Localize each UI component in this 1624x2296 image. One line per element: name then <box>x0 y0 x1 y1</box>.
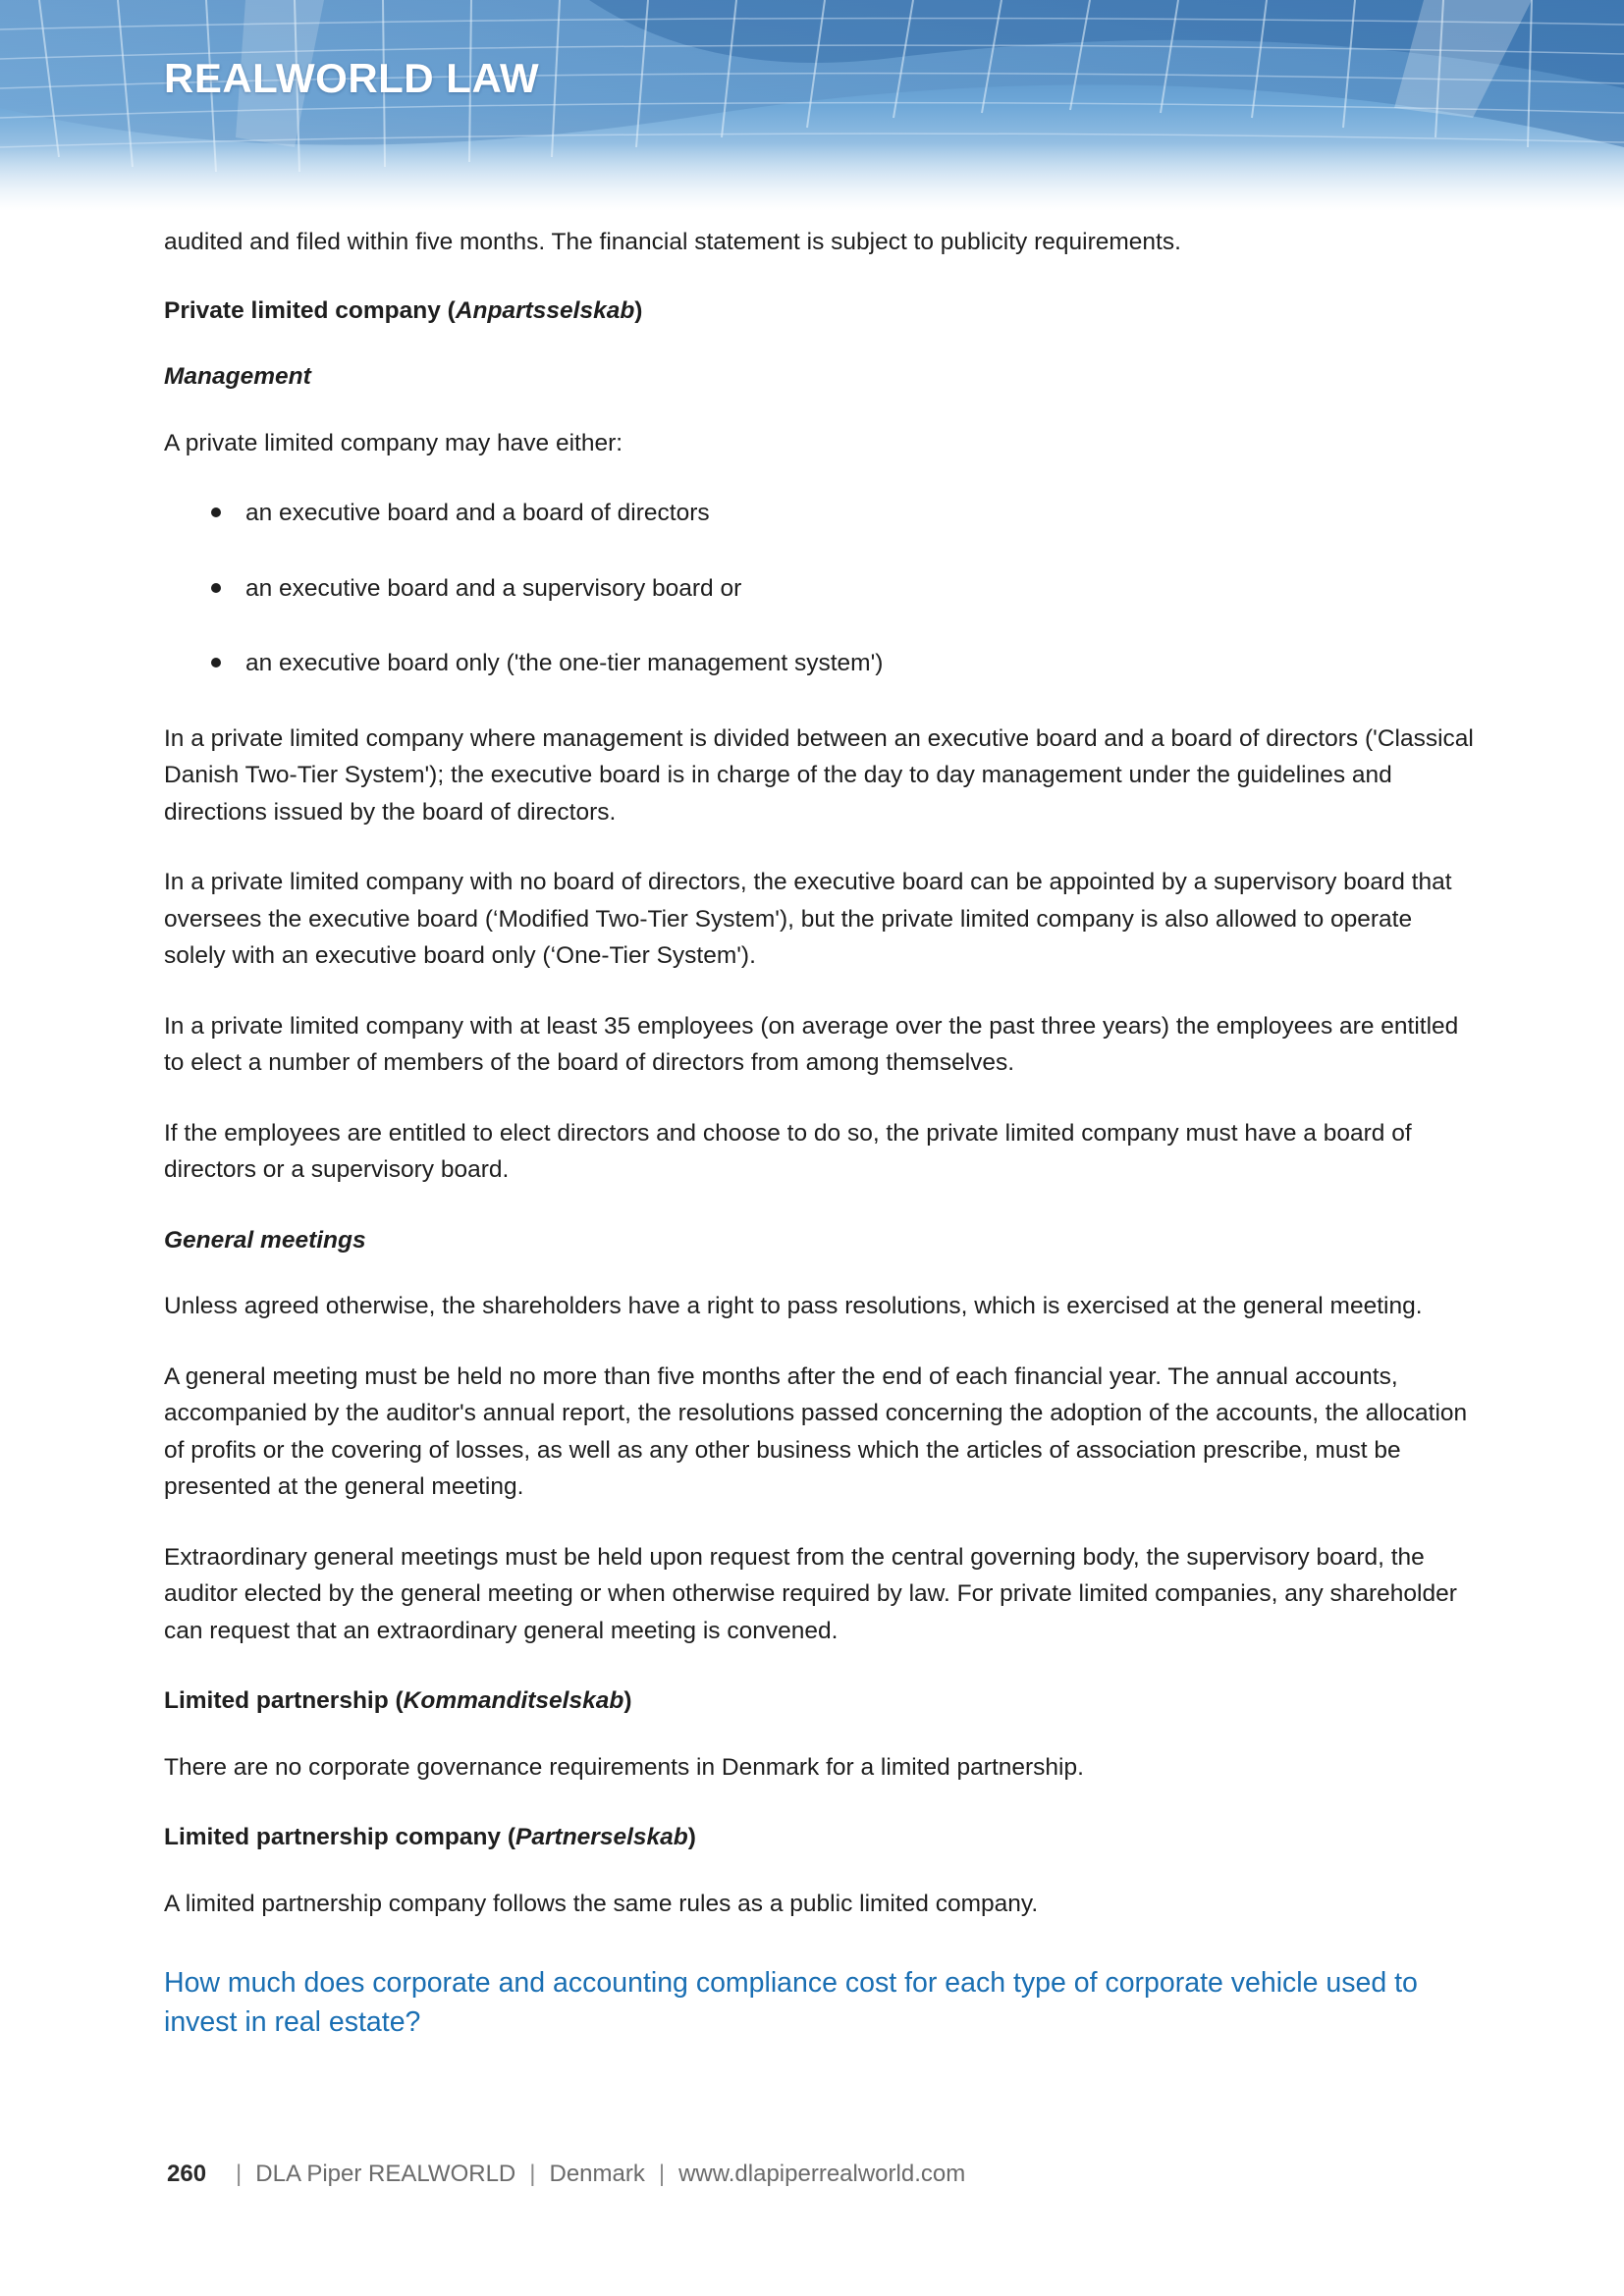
page-number: 260 <box>167 2161 207 2187</box>
heading-text: ) <box>623 1687 632 1714</box>
heading-limited-partnership <box>164 1682 1480 1720</box>
list-item <box>164 570 1480 608</box>
heading-text: Limited partnership ( <box>164 1687 404 1714</box>
footer-separator: | <box>236 2161 243 2187</box>
heading-limited-partnership-company <box>164 1819 1480 1856</box>
paragraph-two-tier: In a private limited company where management is divided between an executive board and a board of directors ('Classical Danish Two-Tier System'); the executive board is in charge of the day to day management under the guidelines and directions issued by the board of directors. <box>164 724 1474 826</box>
heading-term: Anpartsselskab <box>455 296 635 324</box>
management-lead: A private limited company may have either: <box>164 429 623 456</box>
paragraph-limited-partnership-company: A limited partnership company follows the same rules as a public limited company. <box>164 1890 1039 1917</box>
section-question: How much does corporate and accounting compliance cost for each type of corporate vehicle used to invest in real estate? <box>164 1967 1418 2038</box>
paragraph-employee-election: If the employees are entitled to elect directors and choose to do so, the private limited company must have a board of directors or a supervisory board. <box>164 1119 1412 1183</box>
paragraph-employees: In a private limited company with at least 35 employees (on average over the past three years) the employees are entitled to elect a number of members of the board of directors from among themselves. <box>164 1012 1459 1076</box>
list-item <box>164 645 1480 682</box>
paragraph-limited-partnership: There are no corporate governance requirements in Denmark for a limited partnership. <box>164 1753 1084 1781</box>
banner-fade <box>0 142 1624 211</box>
paragraph-modified-two-tier: In a private limited company with no board of directors, the executive board can be appointed by a supervisory board that oversees the executive board (‘Modified Two-Tier System'), but the private limited company is also allowed to operate solely with an executive board only (‘One-Tier System'). <box>164 869 1452 969</box>
bullet-icon <box>211 507 221 517</box>
footer-publisher: DLA Piper REALWORLD <box>255 2161 516 2187</box>
list-item-text: an executive board and a board of directors <box>245 500 710 526</box>
subheading-management: Management <box>164 363 311 390</box>
list-item-text: an executive board only ('the one-tier management system') <box>245 650 884 676</box>
heading-private-limited-company <box>164 293 1480 330</box>
list-item-text: an executive board and a supervisory board or <box>245 574 742 602</box>
heading-text: Private limited company ( <box>164 296 456 324</box>
page-footer <box>167 2161 965 2188</box>
intro-paragraph: audited and filed within five months. The financial statement is subject to publicity requirements. <box>164 229 1181 255</box>
heading-text: ) <box>634 296 643 324</box>
footer-country: Denmark <box>549 2161 645 2187</box>
paragraph-extraordinary-meetings: Extraordinary general meetings must be held upon request from the central governing body, the supervisory board, the auditor elected by the general meeting or when otherwise required by law. For private limited companies, any shareholder can request that an extraordinary general meeting is convened. <box>164 1543 1457 1644</box>
heading-text: Limited partnership company ( <box>164 1824 516 1850</box>
heading-term: Partnerselskab <box>515 1824 688 1850</box>
header-banner <box>0 0 1624 211</box>
subheading-general-meetings: General meetings <box>164 1226 366 1254</box>
paragraph-resolutions: Unless agreed otherwise, the shareholders have a right to pass resolutions, which is exercised at the general meeting. <box>164 1293 1423 1319</box>
heading-term: Kommanditselskab <box>403 1687 624 1714</box>
heading-text: ) <box>687 1824 696 1850</box>
bullet-icon <box>211 658 221 667</box>
footer-separator: | <box>658 2161 666 2187</box>
list-item <box>164 495 1480 532</box>
paragraph-general-meeting: A general meeting must be held no more than five months after the end of each financial year. The annual accounts, accompanied by the auditor's annual report, the resolutions passed concerning the adoption of the accounts, the allocation of profits or the covering of losses, as well as any other business which the articles of association prescribe, must be presented at the general meeting. <box>164 1362 1468 1500</box>
document-body <box>164 224 1480 2042</box>
management-options-list <box>164 495 1480 682</box>
footer-separator: | <box>529 2161 536 2187</box>
brand-title: REALWORLD LAW <box>164 55 540 101</box>
bullet-icon <box>211 583 221 593</box>
footer-website-link[interactable]: www.dlapiperrealworld.com <box>678 2161 966 2187</box>
